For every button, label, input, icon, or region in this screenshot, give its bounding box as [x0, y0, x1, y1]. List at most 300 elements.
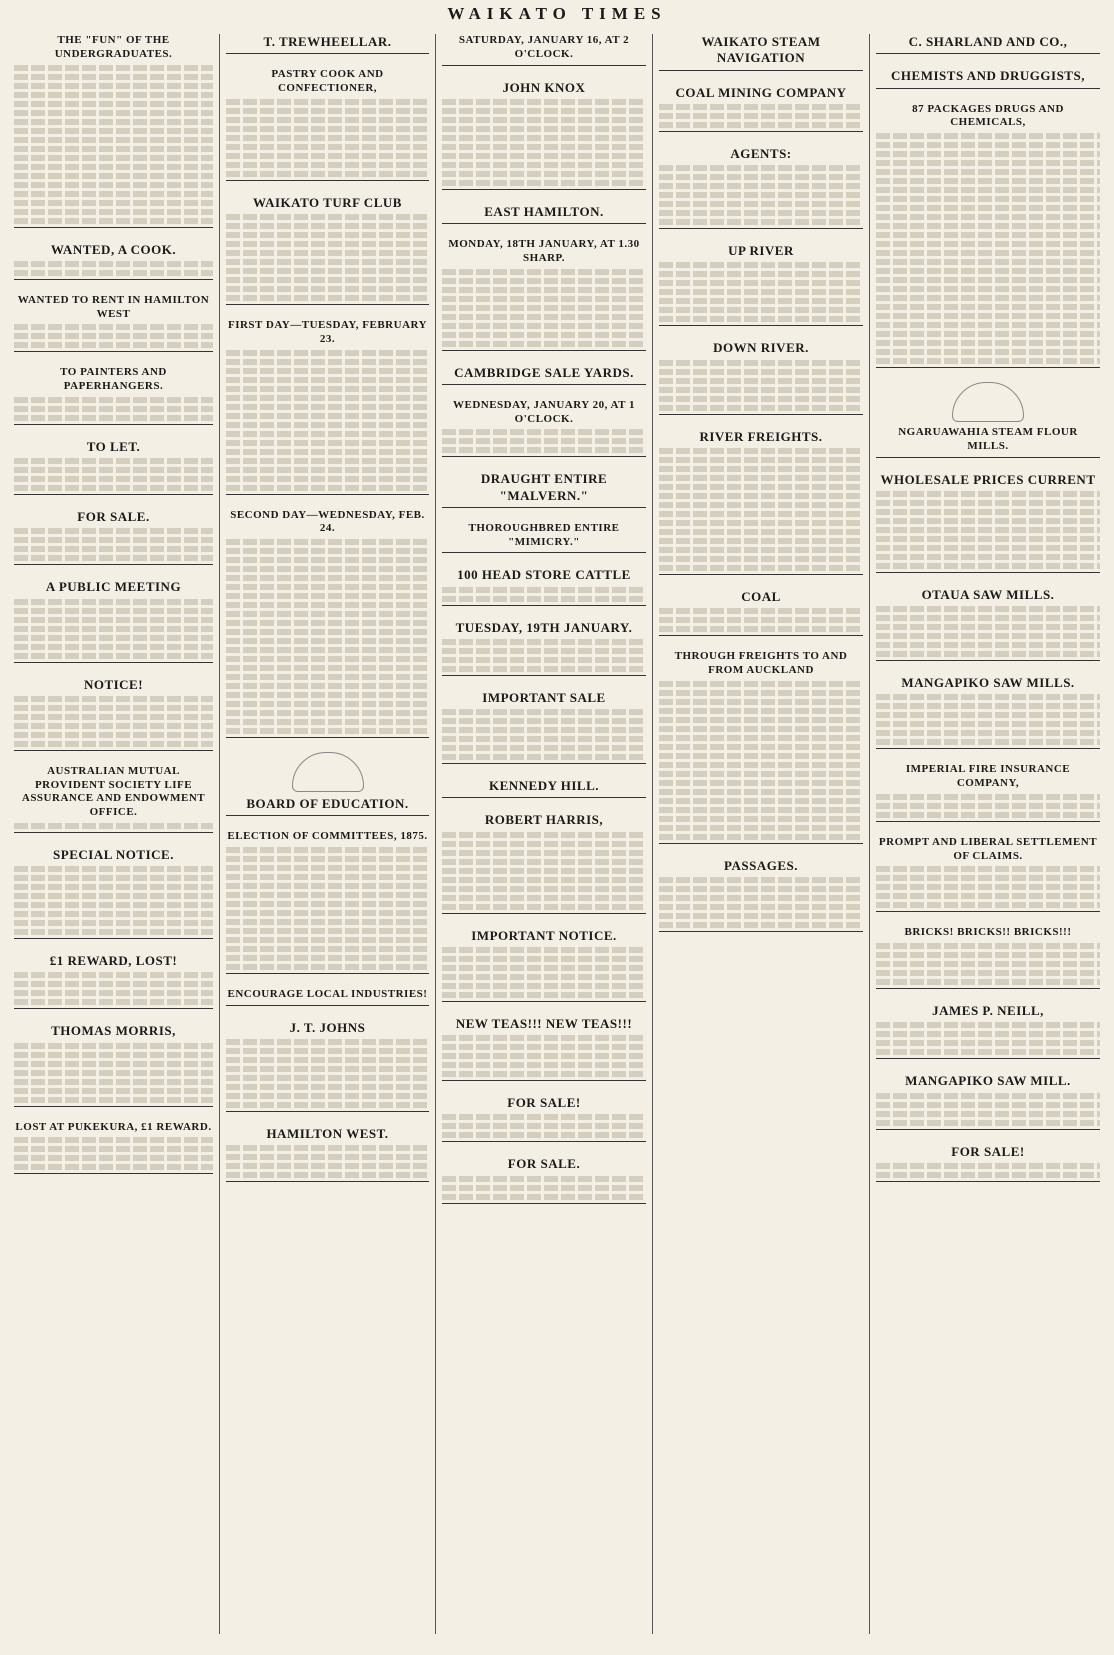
- text-line-placeholder: [226, 611, 429, 617]
- text-line-placeholder: [14, 270, 213, 276]
- text-line-placeholder: [442, 974, 646, 980]
- text-line-placeholder: [442, 947, 646, 953]
- text-line-placeholder: [876, 1040, 1100, 1046]
- text-line-placeholder: [226, 874, 429, 880]
- text-line-placeholder: [659, 565, 863, 571]
- text-line-placeholder: [226, 1057, 429, 1063]
- text-line-placeholder: [14, 83, 213, 89]
- text-line-placeholder: [659, 289, 863, 295]
- advertisement-heading: COAL MINING COMPANY: [675, 84, 847, 100]
- section-divider: [659, 574, 863, 575]
- text-line-placeholder: [226, 295, 429, 301]
- text-line-placeholder: [226, 602, 429, 608]
- text-line-placeholder: [876, 527, 1100, 533]
- section-divider: [14, 938, 213, 939]
- text-line-placeholder: [442, 323, 646, 329]
- text-line-placeholder: [14, 74, 213, 80]
- advertisement-heading: EAST HAMILTON.: [484, 203, 604, 219]
- text-line-placeholder: [226, 674, 429, 680]
- text-line-placeholder: [14, 866, 213, 872]
- text-line-placeholder: [442, 666, 646, 672]
- section-divider: [659, 414, 863, 415]
- text-line-placeholder: [14, 972, 213, 978]
- advertisement-heading: AGENTS:: [730, 145, 792, 161]
- advertisement: [14, 242, 213, 280]
- text-line-placeholder: [442, 305, 646, 311]
- text-line-placeholder: [659, 192, 863, 198]
- advertisement: [14, 366, 213, 425]
- text-line-placeholder: [876, 703, 1100, 709]
- text-line-placeholder: [442, 1123, 646, 1129]
- advertisement-heading: ROBERT HARRIS,: [484, 812, 604, 828]
- text-line-placeholder: [876, 694, 1100, 700]
- advertisement: [442, 778, 646, 798]
- text-line-placeholder: [14, 1155, 213, 1161]
- text-line-placeholder: [14, 626, 213, 632]
- advertisement: [226, 68, 429, 181]
- section-divider: [876, 457, 1100, 458]
- advertisement: [226, 830, 429, 974]
- advertisement: [876, 926, 1100, 989]
- text-line-placeholder: [226, 566, 429, 572]
- advertisement: [226, 752, 429, 816]
- text-line-placeholder: [442, 144, 646, 150]
- text-line-placeholder: [226, 1093, 429, 1099]
- text-line-placeholder: [442, 648, 646, 654]
- text-line-placeholder: [14, 1088, 213, 1094]
- text-line-placeholder: [442, 745, 646, 751]
- text-line-placeholder: [14, 1097, 213, 1103]
- text-line-placeholder: [442, 1053, 646, 1059]
- advertisement: [876, 472, 1100, 573]
- text-line-placeholder: [442, 171, 646, 177]
- text-line-placeholder: [659, 626, 863, 632]
- section-divider: [226, 1005, 429, 1006]
- text-line-placeholder: [876, 214, 1100, 220]
- text-line-placeholder: [226, 557, 429, 563]
- section-divider: [14, 279, 213, 280]
- advertisement: [659, 85, 863, 132]
- text-line-placeholder: [226, 99, 429, 105]
- section-divider: [659, 635, 863, 636]
- text-line-placeholder: [226, 964, 429, 970]
- text-line-placeholder: [876, 232, 1100, 238]
- text-line-placeholder: [659, 174, 863, 180]
- text-line-placeholder: [442, 832, 646, 838]
- section-divider: [226, 1181, 429, 1182]
- text-line-placeholder: [226, 593, 429, 599]
- text-line-placeholder: [14, 608, 213, 614]
- section-divider: [226, 53, 429, 54]
- text-line-placeholder: [876, 866, 1100, 872]
- text-line-placeholder: [876, 884, 1100, 890]
- text-line-placeholder: [226, 1172, 429, 1178]
- text-line-placeholder: [659, 816, 863, 822]
- text-line-placeholder: [226, 1039, 429, 1045]
- advertisement: [442, 928, 646, 1002]
- text-line-placeholder: [442, 153, 646, 159]
- section-divider: [14, 351, 213, 352]
- section-divider: [226, 815, 429, 816]
- section-divider: [226, 973, 429, 974]
- text-line-placeholder: [659, 360, 863, 366]
- text-line-placeholder: [876, 160, 1100, 166]
- advertisement: [14, 1023, 213, 1106]
- text-line-placeholder: [226, 476, 429, 482]
- text-line-placeholder: [659, 780, 863, 786]
- text-line-placeholder: [442, 718, 646, 724]
- section-divider: [876, 1129, 1100, 1130]
- advertisement: [14, 953, 213, 1009]
- section-divider: [442, 552, 646, 553]
- text-line-placeholder: [442, 895, 646, 901]
- text-line-placeholder: [14, 705, 213, 711]
- text-line-placeholder: [14, 415, 213, 421]
- section-divider: [442, 605, 646, 606]
- text-line-placeholder: [226, 108, 429, 114]
- text-line-placeholder: [226, 865, 429, 871]
- text-line-placeholder: [659, 448, 863, 454]
- text-line-placeholder: [226, 395, 429, 401]
- text-line-placeholder: [876, 721, 1100, 727]
- text-line-placeholder: [226, 883, 429, 889]
- section-divider: [14, 1008, 213, 1009]
- text-line-placeholder: [659, 834, 863, 840]
- advertisement-heading: HAMILTON WEST.: [266, 1126, 389, 1141]
- section-divider: [226, 1111, 429, 1112]
- advertisement: [226, 1020, 429, 1112]
- text-line-placeholder: [659, 316, 863, 322]
- advertisement-heading: MANGAPIKO SAW MILLS.: [901, 675, 1075, 690]
- text-line-placeholder: [226, 692, 429, 698]
- text-line-placeholder: [226, 404, 429, 410]
- text-line-placeholder: [14, 1137, 213, 1143]
- text-line-placeholder: [876, 205, 1100, 211]
- text-line-placeholder: [226, 892, 429, 898]
- column-5: [869, 34, 1106, 1634]
- text-line-placeholder: [876, 902, 1100, 908]
- text-line-placeholder: [14, 342, 213, 348]
- column-3: [435, 34, 652, 1634]
- section-divider: [14, 1173, 213, 1174]
- advertisement-heading: KENNEDY HILL.: [488, 778, 600, 793]
- text-line-placeholder: [876, 1172, 1100, 1178]
- advertisement: [226, 319, 429, 495]
- text-line-placeholder: [14, 1061, 213, 1067]
- advertisement-heading: BOARD OF EDUCATION.: [246, 796, 409, 811]
- text-line-placeholder: [659, 298, 863, 304]
- advertisement-heading: MANGAPIKO SAW MILL.: [905, 1073, 1071, 1089]
- text-line-placeholder: [876, 1163, 1100, 1169]
- advertisement: [659, 650, 863, 844]
- text-line-placeholder: [659, 895, 863, 901]
- text-line-placeholder: [226, 1075, 429, 1081]
- text-line-placeholder: [14, 555, 213, 561]
- text-line-placeholder: [659, 762, 863, 768]
- text-line-placeholder: [659, 789, 863, 795]
- text-line-placeholder: [226, 223, 429, 229]
- text-line-placeholder: [226, 277, 429, 283]
- text-line-placeholder: [876, 349, 1100, 355]
- advertisement: [442, 471, 646, 508]
- text-line-placeholder: [442, 108, 646, 114]
- text-line-placeholder: [876, 1102, 1100, 1108]
- text-line-placeholder: [876, 1120, 1100, 1126]
- text-line-placeholder: [14, 261, 213, 267]
- section-divider: [442, 1203, 646, 1204]
- text-line-placeholder: [876, 133, 1100, 139]
- section-divider: [442, 507, 646, 508]
- masthead: WAIKATO TIMES: [447, 4, 667, 23]
- text-line-placeholder: [659, 165, 863, 171]
- advertisement-heading: FIRST DAY—TUESDAY, FEBRUARY 23.: [227, 319, 428, 345]
- text-line-placeholder: [442, 117, 646, 123]
- text-line-placeholder: [442, 269, 646, 275]
- text-line-placeholder: [226, 1048, 429, 1054]
- advertisement-heading: A PUBLIC MEETING: [45, 579, 182, 595]
- text-line-placeholder: [226, 629, 429, 635]
- section-divider: [659, 228, 863, 229]
- section-divider: [226, 737, 429, 738]
- text-line-placeholder: [659, 690, 863, 696]
- section-divider: [14, 662, 213, 663]
- text-line-placeholder: [226, 422, 429, 428]
- text-line-placeholder: [226, 250, 429, 256]
- section-divider: [442, 797, 646, 798]
- advertisement: [442, 399, 646, 458]
- text-line-placeholder: [876, 712, 1100, 718]
- advertisement: [442, 204, 646, 224]
- advertisement-heading: MONDAY, 18TH JANUARY, AT 1.30 SHARP.: [448, 238, 640, 264]
- text-line-placeholder: [14, 101, 213, 107]
- text-line-placeholder: [14, 884, 213, 890]
- text-line-placeholder: [876, 651, 1100, 657]
- advertisement: [226, 988, 429, 1006]
- text-line-placeholder: [876, 286, 1100, 292]
- text-line-placeholder: [659, 913, 863, 919]
- section-divider: [876, 988, 1100, 989]
- advertisement-heading: WHOLESALE PRICES CURRENT: [880, 471, 1096, 487]
- text-line-placeholder: [14, 644, 213, 650]
- text-line-placeholder: [659, 484, 863, 490]
- text-line-placeholder: [876, 1031, 1100, 1037]
- text-line-placeholder: [14, 155, 213, 161]
- text-line-placeholder: [442, 287, 646, 293]
- text-line-placeholder: [659, 201, 863, 207]
- text-line-placeholder: [659, 753, 863, 759]
- text-line-placeholder: [442, 99, 646, 105]
- text-line-placeholder: [226, 413, 429, 419]
- advertisement-heading: C. SHARLAND AND CO.,: [908, 34, 1068, 49]
- section-divider: [14, 227, 213, 228]
- text-line-placeholder: [14, 929, 213, 935]
- text-line-placeholder: [876, 1093, 1100, 1099]
- section-divider: [876, 1181, 1100, 1182]
- text-line-placeholder: [14, 485, 213, 491]
- text-line-placeholder: [659, 113, 863, 119]
- text-line-placeholder: [14, 476, 213, 482]
- text-line-placeholder: [876, 803, 1100, 809]
- advertisement-heading: J. T. JOHNS: [289, 1019, 366, 1035]
- text-line-placeholder: [226, 117, 429, 123]
- text-line-placeholder: [226, 937, 429, 943]
- text-line-placeholder: [442, 314, 646, 320]
- text-line-placeholder: [14, 1052, 213, 1058]
- text-line-placeholder: [226, 719, 429, 725]
- text-line-placeholder: [14, 920, 213, 926]
- advertisement-heading: IMPORTANT NOTICE.: [471, 927, 617, 943]
- text-line-placeholder: [659, 280, 863, 286]
- advertisement: [659, 146, 863, 229]
- section-divider: [876, 572, 1100, 573]
- text-line-placeholder: [226, 901, 429, 907]
- text-line-placeholder: [14, 173, 213, 179]
- text-line-placeholder: [226, 268, 429, 274]
- text-line-placeholder: [14, 119, 213, 125]
- section-divider: [442, 189, 646, 190]
- text-line-placeholder: [876, 223, 1100, 229]
- section-divider: [226, 304, 429, 305]
- advertisement: [14, 847, 213, 939]
- text-line-placeholder: [14, 823, 213, 829]
- advertisement: [876, 1144, 1100, 1182]
- advertisement-heading: WANTED, A COOK.: [50, 241, 177, 257]
- text-line-placeholder: [659, 617, 863, 623]
- section-divider: [876, 88, 1100, 89]
- text-line-placeholder: [442, 657, 646, 663]
- text-line-placeholder: [876, 142, 1100, 148]
- advertisement-heading: RIVER FREIGHTS.: [699, 428, 823, 444]
- text-line-placeholder: [659, 405, 863, 411]
- text-line-placeholder: [442, 126, 646, 132]
- text-line-placeholder: [876, 875, 1100, 881]
- advertisement-heading: THOROUGHBRED ENTIRE "MIMICRY.": [468, 521, 620, 548]
- text-line-placeholder: [226, 548, 429, 554]
- text-line-placeholder: [226, 1145, 429, 1151]
- advertisement-heading: T. TREWHEELLAR.: [263, 34, 392, 49]
- text-line-placeholder: [442, 754, 646, 760]
- text-line-placeholder: [442, 429, 646, 435]
- text-line-placeholder: [442, 447, 646, 453]
- advertisement-heading: CHEMISTS AND DRUGGISTS,: [891, 68, 1085, 84]
- text-line-placeholder: [226, 440, 429, 446]
- text-line-placeholder: [14, 537, 213, 543]
- text-line-placeholder: [226, 584, 429, 590]
- advertisement-heading: TUESDAY, 19TH JANUARY.: [455, 619, 633, 635]
- text-line-placeholder: [442, 904, 646, 910]
- text-line-placeholder: [659, 475, 863, 481]
- advertisement: [226, 1126, 429, 1182]
- text-line-placeholder: [659, 681, 863, 687]
- section-divider: [226, 494, 429, 495]
- section-divider: [442, 675, 646, 676]
- text-line-placeholder: [659, 262, 863, 268]
- advertisement: [442, 690, 646, 764]
- advertisement-heading: PROMPT AND LIBERAL SETTLEMENT OF CLAIMS.: [878, 835, 1098, 862]
- section-divider: [14, 750, 213, 751]
- text-line-placeholder: [659, 556, 863, 562]
- section-divider: [442, 1001, 646, 1002]
- text-line-placeholder: [659, 457, 863, 463]
- text-line-placeholder: [659, 771, 863, 777]
- advertisement-heading: ENCOURAGE LOCAL INDUSTRIES!: [227, 988, 428, 1000]
- text-line-placeholder: [442, 868, 646, 874]
- advertisement: [442, 812, 646, 913]
- text-line-placeholder: [442, 877, 646, 883]
- text-line-placeholder: [442, 956, 646, 962]
- text-line-placeholder: [442, 180, 646, 186]
- advertisement-heading: NGARUAWAHIA STEAM FLOUR MILLS.: [898, 426, 1078, 452]
- text-line-placeholder: [226, 647, 429, 653]
- advertisement-heading: PASTRY COOK AND CONFECTIONER,: [271, 68, 384, 94]
- text-line-placeholder: [659, 699, 863, 705]
- text-line-placeholder: [14, 696, 213, 702]
- text-line-placeholder: [659, 807, 863, 813]
- text-line-placeholder: [226, 232, 429, 238]
- text-line-placeholder: [876, 970, 1100, 976]
- section-divider: [876, 911, 1100, 912]
- text-line-placeholder: [659, 547, 863, 553]
- section-divider: [876, 748, 1100, 749]
- advertisement: [876, 1073, 1100, 1129]
- text-line-placeholder: [659, 877, 863, 883]
- text-line-placeholder: [14, 1043, 213, 1049]
- text-line-placeholder: [14, 191, 213, 197]
- text-line-placeholder: [226, 214, 429, 220]
- text-line-placeholder: [226, 665, 429, 671]
- text-line-placeholder: [659, 708, 863, 714]
- text-line-placeholder: [226, 144, 429, 150]
- advertisement: [442, 567, 646, 605]
- text-line-placeholder: [876, 961, 1100, 967]
- text-line-placeholder: [14, 893, 213, 899]
- text-line-placeholder: [442, 1176, 646, 1182]
- advertisement-heading: TO LET.: [86, 438, 141, 454]
- text-line-placeholder: [14, 65, 213, 71]
- text-line-placeholder: [876, 178, 1100, 184]
- text-line-placeholder: [14, 209, 213, 215]
- text-line-placeholder: [876, 893, 1100, 899]
- advertisement-heading: WAIKATO TURF CLUB: [253, 194, 402, 210]
- text-line-placeholder: [14, 128, 213, 134]
- text-line-placeholder: [442, 1044, 646, 1050]
- text-line-placeholder: [14, 146, 213, 152]
- advertisement-heading: FOR SALE.: [77, 509, 150, 524]
- advertisement-heading: COAL: [741, 588, 781, 604]
- advertisement: [14, 677, 213, 751]
- text-line-placeholder: [14, 406, 213, 412]
- text-line-placeholder: [659, 538, 863, 544]
- text-line-placeholder: [442, 162, 646, 168]
- section-divider: [14, 832, 213, 833]
- text-line-placeholder: [226, 368, 429, 374]
- text-line-placeholder: [226, 710, 429, 716]
- text-line-placeholder: [876, 358, 1100, 364]
- advertisement: [226, 509, 429, 739]
- advertisement: [876, 1003, 1100, 1059]
- text-line-placeholder: [14, 999, 213, 1005]
- text-line-placeholder: [659, 466, 863, 472]
- text-line-placeholder: [14, 200, 213, 206]
- text-line-placeholder: [659, 219, 863, 225]
- text-line-placeholder: [442, 1114, 646, 1120]
- column-1: [8, 34, 219, 1634]
- text-line-placeholder: [659, 493, 863, 499]
- text-line-placeholder: [226, 458, 429, 464]
- text-line-placeholder: [14, 333, 213, 339]
- advertisement-heading: PASSAGES.: [724, 857, 798, 873]
- text-line-placeholder: [659, 798, 863, 804]
